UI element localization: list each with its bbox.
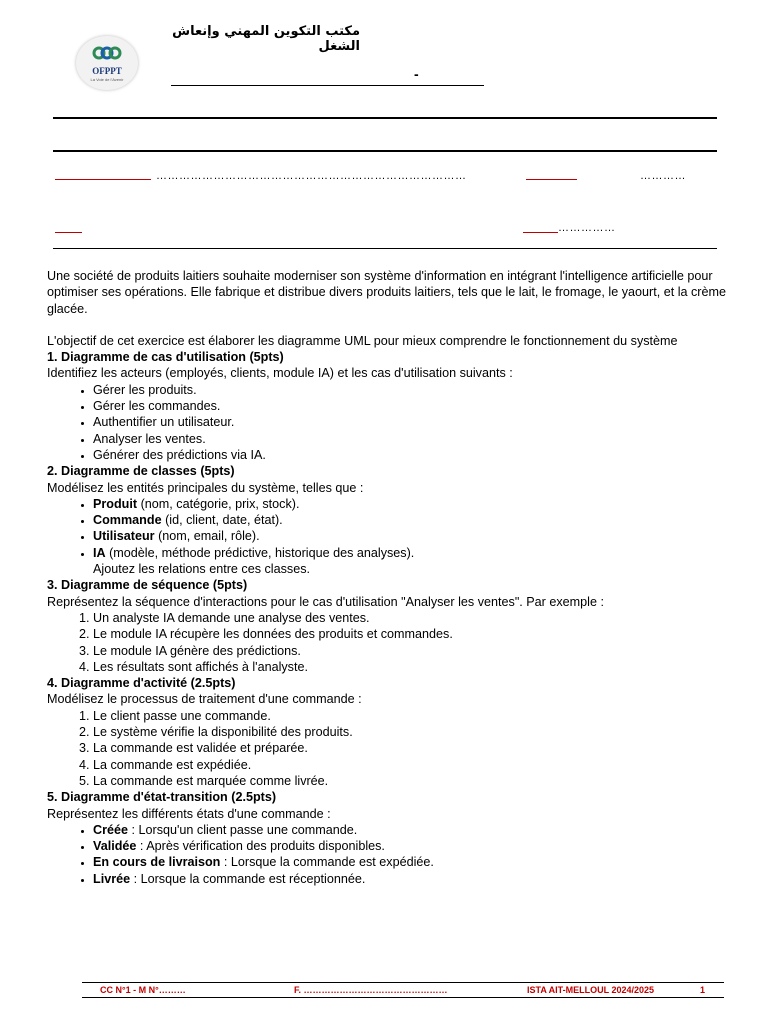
footer-exam-ref: CC N°1 - M N°……… <box>100 985 186 995</box>
section-5-title: 5. Diagramme d'état-transition (2.5pts) <box>47 790 277 805</box>
logo-subtitle: La Voie de l'Avenir <box>90 77 124 82</box>
section-5-list <box>47 822 727 887</box>
section-5-intro: Représentez les différents états d'une commande : <box>47 806 331 821</box>
section-2-intro: Modélisez les entités principales du système, telles que : <box>47 480 364 495</box>
field-dots: …………… <box>558 222 616 234</box>
intro-paragraph: Une société de produits laitiers souhaite moderniser son système d'information en intégrant l'intelligence artificielle pour optimiser ses opérations. Elle fabrique et distribue divers produits laitiers, tels que le lait, le fromage, le yaourt, et la crème glacée. <box>47 269 726 316</box>
header-dash: - <box>414 66 419 82</box>
list-item: 1. Le client passe une commande. <box>93 708 727 724</box>
list-item: • IA (modèle, méthode prédictive, historique des analyses). <box>93 545 727 561</box>
list-item: • Validée : Après vérification des produits disponibles. <box>93 838 727 854</box>
list-item: • Créée : Lorsqu'un client passe une commande. <box>93 822 727 838</box>
list-item: • Gérer les commandes. <box>93 398 727 414</box>
list-item: 3. La commande est validée et préparée. <box>93 740 727 756</box>
divider-second <box>53 150 717 152</box>
section-1-intro: Identifiez les acteurs (employés, clients, module IA) et les cas d'utilisation suivants : <box>47 366 513 381</box>
section-1-title: 1. Diagramme de cas d'utilisation (5pts) <box>47 350 284 365</box>
list-item: • En cours de livraison : Lorsque la commande est expédiée. <box>93 854 727 870</box>
divider-bottom <box>53 248 717 249</box>
footer-page-number: 1 <box>700 985 706 995</box>
section-2-note: Ajoutez les relations entre ces classes. <box>93 562 310 577</box>
field-underline-red <box>526 179 577 180</box>
footer-rule-bottom <box>82 997 724 998</box>
footer-filiere: F. ………………………………………… <box>294 985 448 995</box>
list-item: 4. Les résultats sont affichés à l'analyste. <box>93 659 727 675</box>
header-underline <box>171 85 484 86</box>
list-item: • Commande (id, client, date, état). <box>93 512 727 528</box>
list-item: • Utilisateur (nom, email, rôle). <box>93 528 727 544</box>
institution-name: مكتب التكوين المهني وإنعاش الشغل <box>172 24 360 54</box>
list-item: • Produit (nom, catégorie, prix, stock). <box>93 496 727 512</box>
logo-text: OFPPT <box>92 66 122 76</box>
section-4-title: 4. Diagramme d'activité (2.5pts) <box>47 676 236 691</box>
section-4-list <box>47 708 727 789</box>
objective-paragraph: L'objectif de cet exercice est élaborer les diagramme UML pour mieux comprendre le fonctionnement du système <box>47 333 678 348</box>
divider-top <box>53 117 717 119</box>
list-item: • Gérer les produits. <box>93 382 727 398</box>
field-dots: ……………………………………………………………………… <box>156 170 467 182</box>
field-dots: ………… <box>640 170 686 182</box>
footer-rule-top <box>82 982 724 983</box>
list-item: • Livrée : Lorsque la commande est réceptionnée. <box>93 871 727 887</box>
section-1-list <box>47 382 727 463</box>
list-item: 2. Le module IA récupère les données des produits et commandes. <box>93 626 727 642</box>
field-underline-red <box>55 179 151 180</box>
logo-emblem-icon <box>92 42 122 64</box>
ofppt-logo <box>76 36 138 90</box>
exam-content <box>47 268 727 887</box>
field-underline-red <box>523 232 558 233</box>
section-2-title: 2. Diagramme de classes (5pts) <box>47 464 235 479</box>
section-4-intro: Modélisez le processus de traitement d'une commande : <box>47 692 362 707</box>
section-2-list <box>47 496 727 561</box>
section-3-title: 3. Diagramme de séquence (5pts) <box>47 578 248 593</box>
list-item: 1. Un analyste IA demande une analyse des ventes. <box>93 610 727 626</box>
list-item: 2. Le système vérifie la disponibilité des produits. <box>93 724 727 740</box>
section-3-intro: Représentez la séquence d'interactions pour le cas d'utilisation "Analyser les ventes". Par exemple : <box>47 594 604 609</box>
list-item: • Authentifier un utilisateur. <box>93 414 727 430</box>
list-item: • Analyser les ventes. <box>93 431 727 447</box>
list-item: • Générer des prédictions via IA. <box>93 447 727 463</box>
footer-institution: ISTA AIT-MELLOUL 2024/2025 <box>527 985 655 995</box>
list-item: 4. La commande est expédiée. <box>93 757 727 773</box>
list-item: 3. Le module IA génère des prédictions. <box>93 643 727 659</box>
section-3-list <box>47 610 727 675</box>
field-underline-red <box>55 232 82 233</box>
list-item: 5. La commande est marquée comme livrée. <box>93 773 727 789</box>
